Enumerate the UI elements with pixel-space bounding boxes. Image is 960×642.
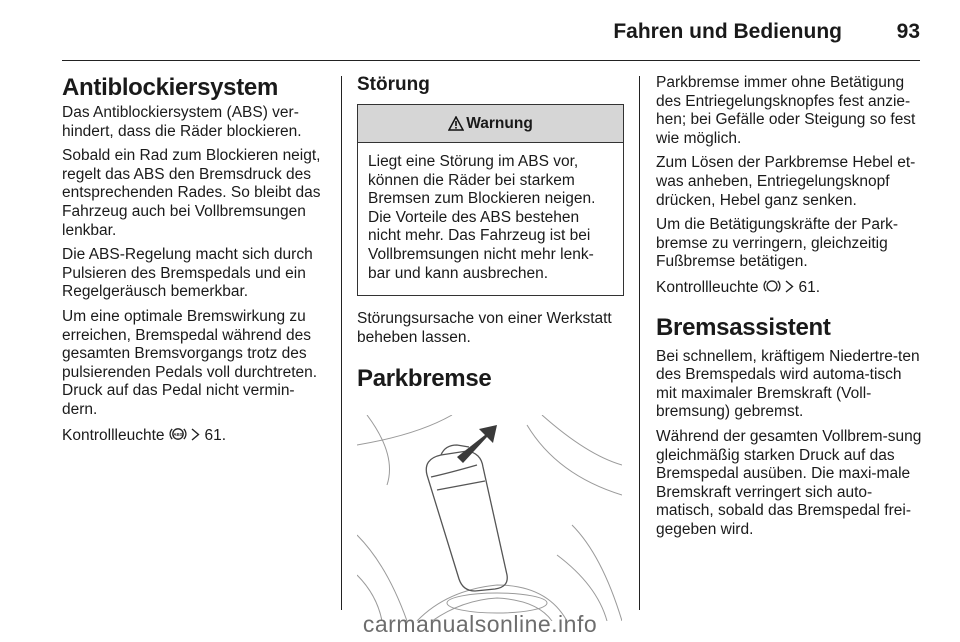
- column-divider: [639, 76, 640, 610]
- reference-page: 61.: [204, 426, 227, 444]
- column-stoerung: [357, 74, 624, 621]
- column-divider: [341, 76, 342, 610]
- warning-triangle-icon: [448, 114, 464, 134]
- brake-warning-icon: [763, 278, 781, 300]
- warning-title: Warnung: [466, 114, 533, 132]
- reference-page: 61.: [798, 278, 821, 296]
- paragraph: Zum Lösen der Parkbremse Hebel et-was anheben, Entriegelungsknopf drücken, Hebel ganz senken.: [656, 154, 916, 209]
- column-abs: [62, 74, 327, 453]
- indicator-label: Kontrollleuchte: [62, 426, 165, 444]
- paragraph: Das Antiblockiersystem (ABS) ver-hindert, dass die Räder blockieren.: [62, 104, 302, 140]
- page-number: 93: [896, 20, 920, 43]
- paragraph: Um die Betätigungskräfte der Park-bremse zu verringern, gleichzeitig Fußbremse betätigen.: [656, 216, 899, 271]
- paragraph: Bei schnellem, kräftigem Niedertre-ten des Bremspedals wird automa-tisch mit maximaler Bremskraft (Voll-bremsung) gebremst.: [656, 347, 920, 421]
- section-heading-bremsassistent: Bremsassistent: [656, 313, 831, 341]
- reference-arrow-icon: [191, 427, 204, 444]
- paragraph: Parkbremse immer ohne Betätigung des Entriegelungsknopfes fest anzie-hen; bei Gefälle oder Steigung so fest wie möglich.: [656, 74, 916, 147]
- column-parkbremse-bremsassistent: [656, 74, 924, 545]
- paragraph: Während der gesamten Vollbrem-sung gleichmäßig starken Druck auf das Bremspedal ausüben. Die maxi-male Bremskraft verringert sich auto-matisch, sobald das Bremspedal frei-gegeben wird.: [656, 427, 922, 538]
- indicator-reference: [62, 426, 327, 448]
- section-heading-abs: Antiblockiersystem: [62, 74, 279, 101]
- warning-box: [357, 104, 624, 296]
- page-header: [62, 14, 920, 61]
- warning-body: Liegt eine Störung im ABS vor, können die Räder bei starkem Bremsen zum Blockieren neigen. Die Vorteile des ABS bestehen nicht mehr. Das Fahrzeug ist bei Vollbremsungen nicht mehr lenk-bar und kann ausbrechen.: [368, 153, 596, 282]
- abs-warning-icon: [169, 426, 187, 448]
- header-title: Fahren und Bedienung: [613, 20, 842, 43]
- paragraph: Die ABS-Regelung macht sich durch Pulsieren des Bremspedals und ein Regelgeräusch bemerkbar.: [62, 246, 313, 301]
- reference-arrow-icon: [785, 279, 798, 296]
- paragraph: Störungsursache von einer Werkstatt beheben lassen.: [357, 310, 612, 346]
- indicator-label: Kontrollleuchte: [656, 278, 759, 296]
- section-heading-parkbremse: Parkbremse: [357, 365, 492, 393]
- subheading-stoerung: Störung: [357, 74, 430, 95]
- svg-text:ABS: ABS: [173, 431, 183, 437]
- parking-brake-lever-illustration: [357, 415, 622, 621]
- warning-header: [358, 105, 623, 143]
- paragraph: Sobald ein Rad zum Blockieren neigt, regelt das ABS den Bremsdruck des entsprechenden Rades. So bleibt das Fahrzeug auch bei Vollbremsungen lenkbar.: [62, 147, 321, 239]
- watermark: carmanualsonline.info: [362, 611, 598, 637]
- indicator-reference: [656, 278, 924, 300]
- paragraph: Um eine optimale Bremswirkung zu erreichen, Bremspedal während des gesamten Bremsvorgangs trotz des pulsierenden Pedals voll durchtreten. Druck auf das Pedal nicht vermin-dern.: [62, 307, 318, 418]
